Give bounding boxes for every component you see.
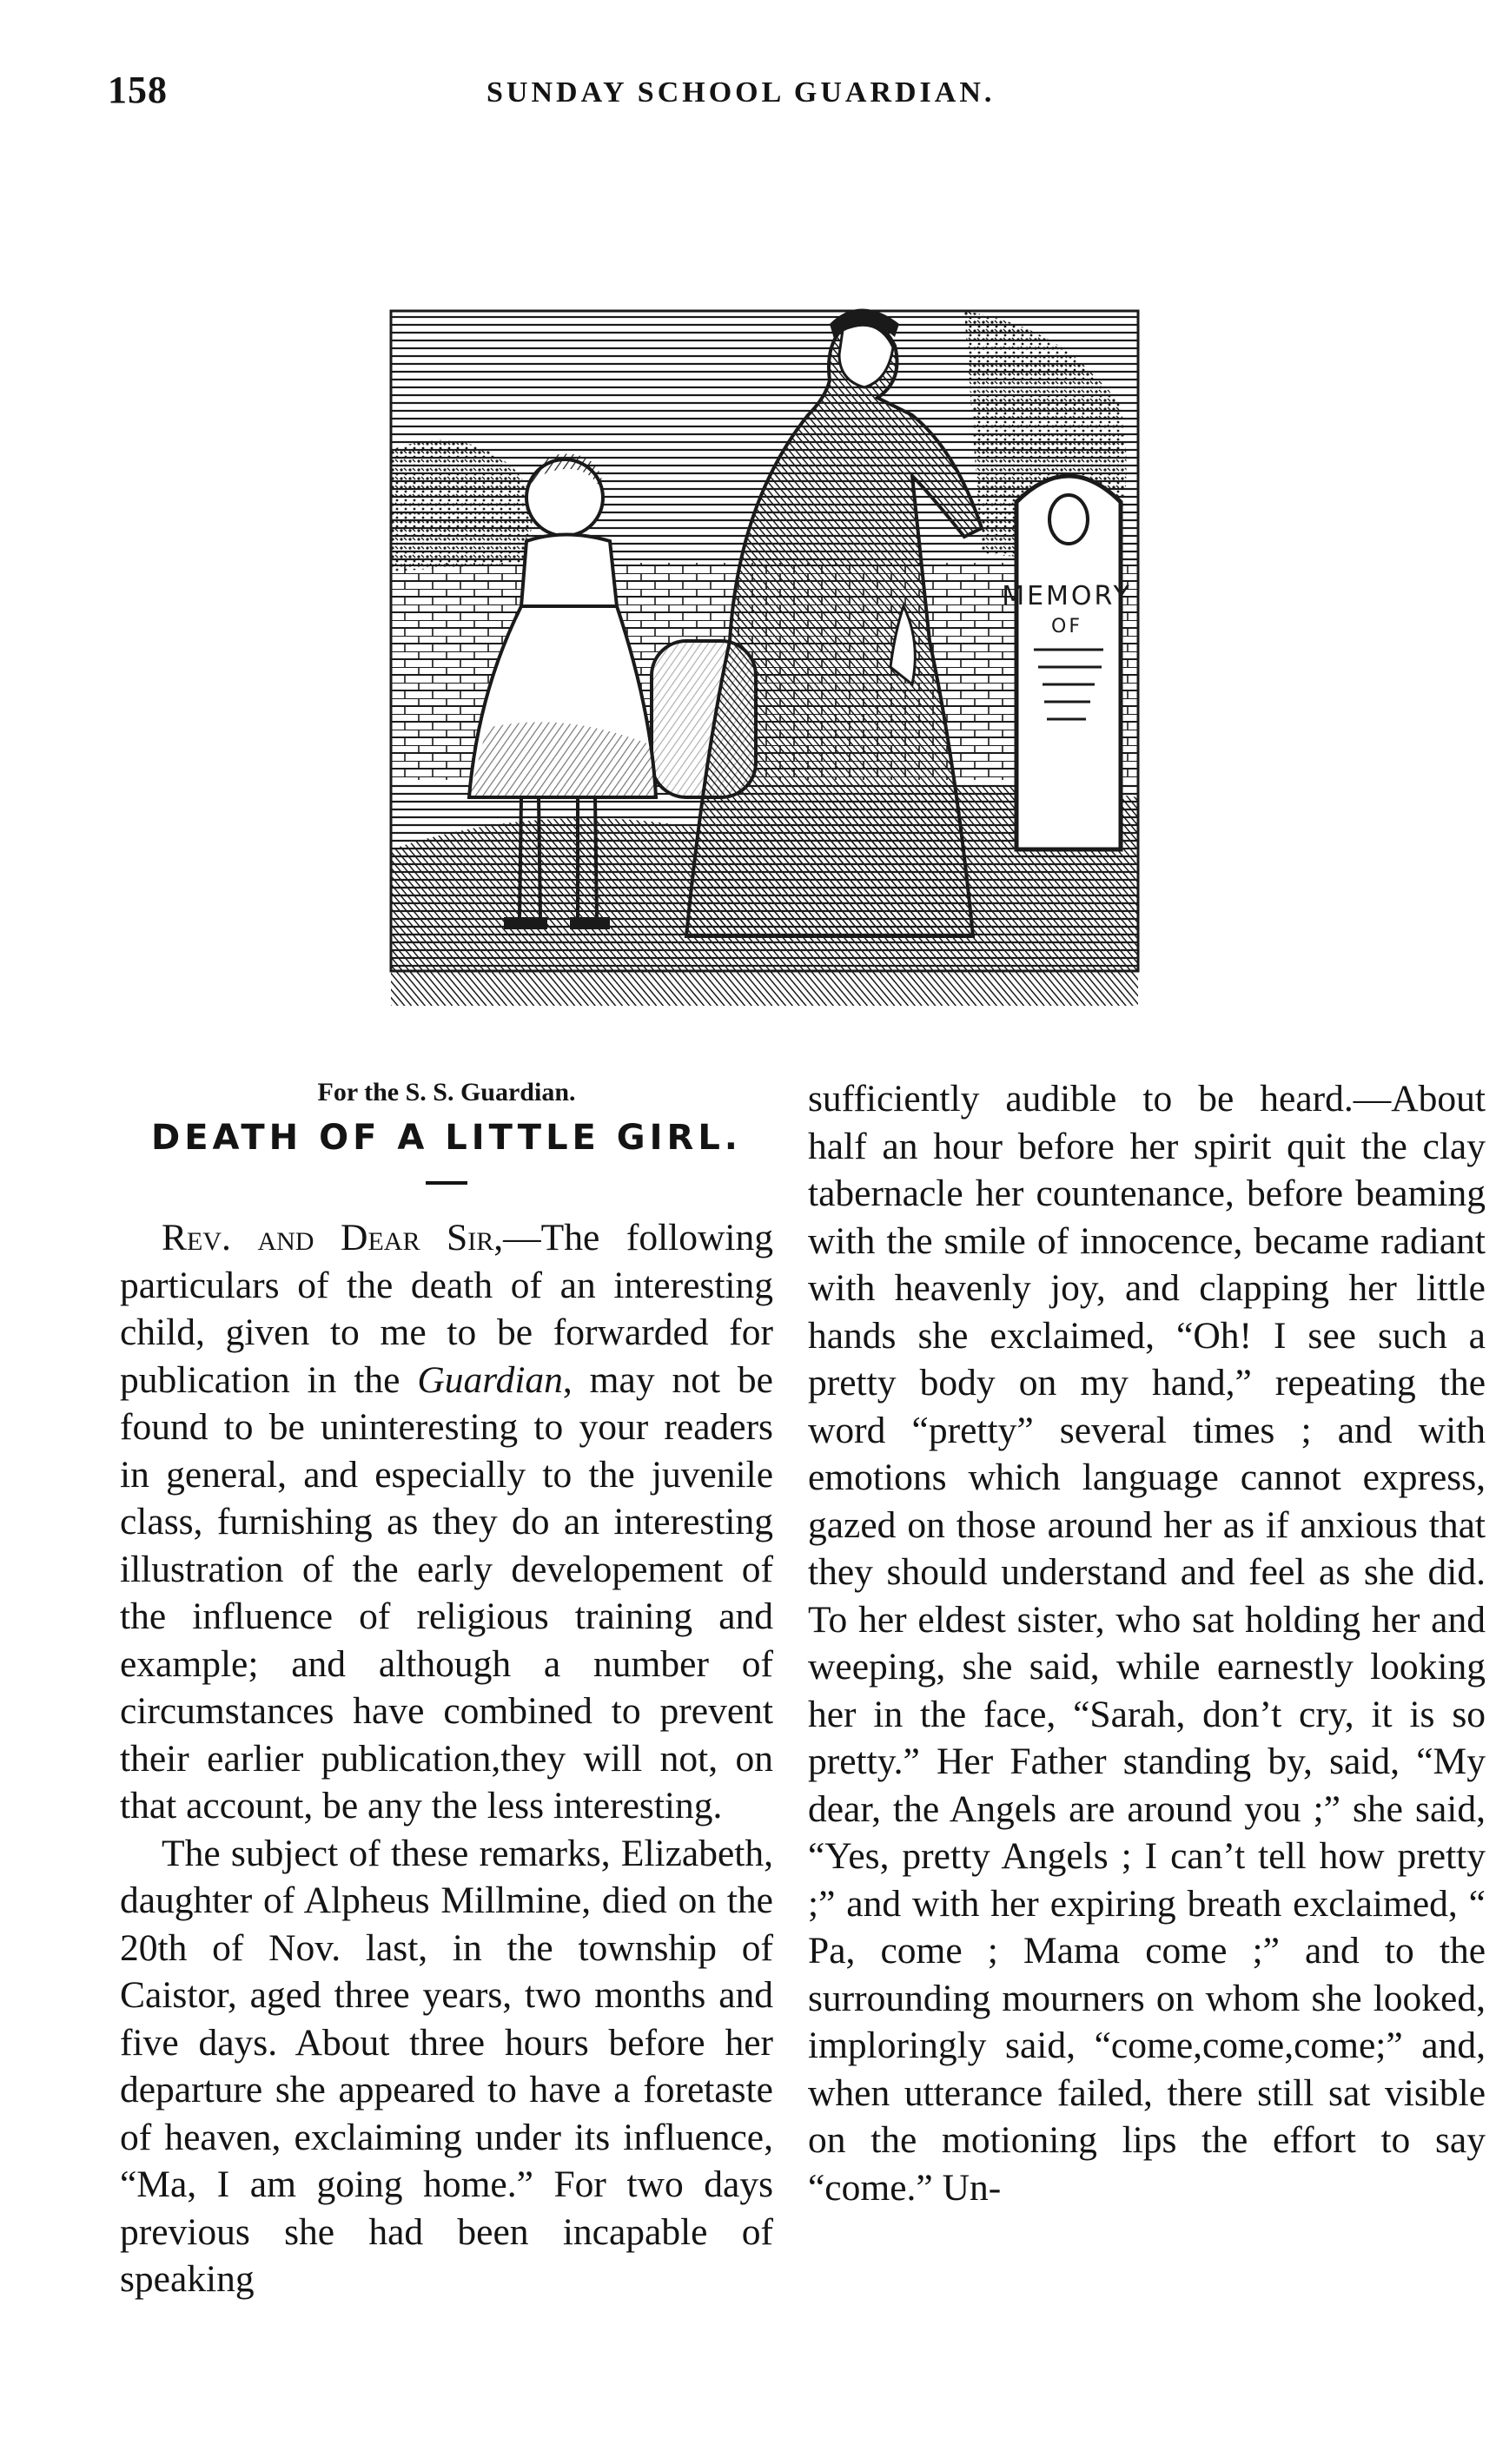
article-title: DEATH OF A LITTLE GIRL. (151, 1118, 742, 1158)
tombstone-inscription-line-2: OF (1051, 616, 1082, 637)
graveyard-scene-image (356, 276, 1159, 1006)
source-note: For the S. S. Guardian. (317, 1078, 576, 1106)
publication-name: Guardian (417, 1358, 563, 1401)
paragraph-2: The subject of these remarks, Elizabeth, daughter of Alpheus Millmine, died on the 20th of Nov. last, in the township of Caistor, aged three years, two months and five days. About three hours before her departure she appeared to have a foretaste of heaven, exclaiming under its influence, “Ma, I am going home.” For two days previous she had been incapable of speaking (120, 1832, 773, 2300)
salutation: Rev. and Dear Sir, (162, 1217, 504, 1258)
title-divider (426, 1181, 467, 1185)
tombstone-inscription-line-1: MEMORY (1002, 581, 1132, 611)
left-column (120, 1075, 773, 2303)
paragraph-1-part-b: , may not be found to be uninteresting to your readers in general, and especially to the juvenile class, furnishing as they do an interesting illustration of the early developement of the influence of religious training and example; and although a number of circumstances have combined to prevent their earlier publication,they will not, on that account, be any the less interesting. (120, 1358, 773, 1827)
running-head: SUNDAY SCHOOL GUARDIAN. (487, 76, 996, 109)
page-header (0, 63, 1496, 123)
engraving-illustration (356, 276, 1159, 1006)
paragraph-3: sufficiently audible to be heard.—About half an hour before her spirit quit the clay tabernacle her countenance, before beaming with the smile of innocence, became radiant with heavenly joy, and clapping her little hands she exclaimed, “Oh! I see such a pretty body on my hand,” repeating the word “pretty” several times ; and with emotions which language cannot express, gazed on those around her as if anxious that they should understand and feel as she did. To her eldest sister, who sat holding her and weeping, she said, while earnestly looking her in the face, “Sarah, don’t cry, it is so pretty.” Her Father standing by, said, “My dear, the Angels are around you ;” she said, “Yes, pretty Angels ; I can’t tell how pretty ;” and with her expiring breath exclaimed, “ Pa, come ; Mama come ;” and to the surrounding mourners on whom she looked, imploringly said, “come,come,come;” and, when utterance failed, there still sat visible on the motioning lips the effort to say “come.” Un- (808, 1078, 1486, 2209)
page-number: 158 (108, 69, 168, 111)
paragraph-1-part-a: —The following particulars of the death of an interesting child, given to me to be forwarded for publication in the (120, 1217, 773, 1401)
paragraph-1 (120, 1214, 773, 1830)
right-column (808, 1075, 1486, 2211)
